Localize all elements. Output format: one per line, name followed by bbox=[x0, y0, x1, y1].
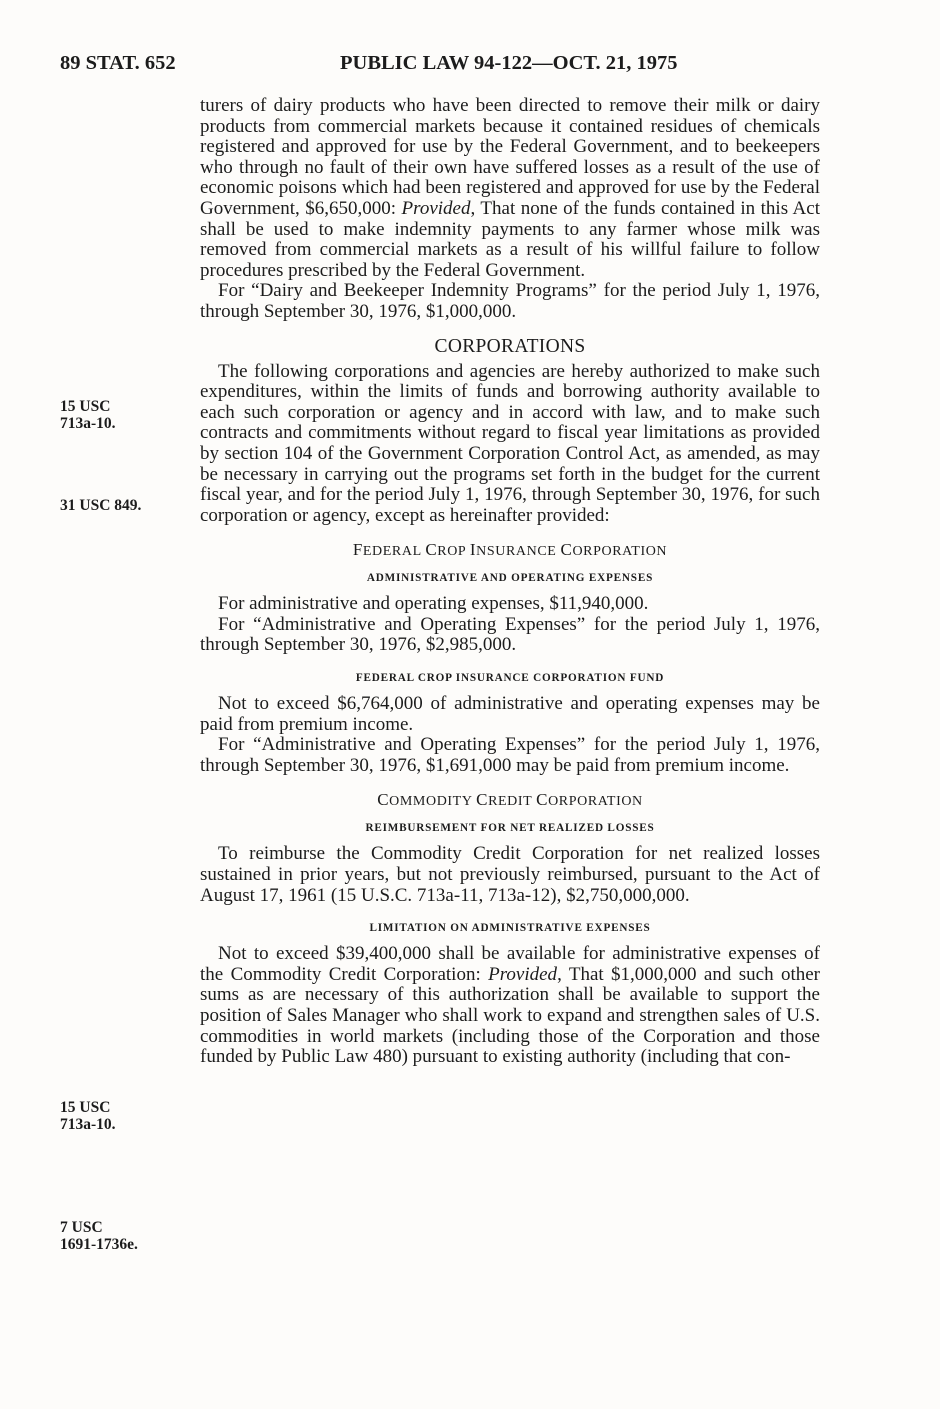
paragraph-premium-period: For “Administrative and Operating Expenses” for the period July 1, 1976, through September 30, 1976, $1,691,000 may be paid from premium income. bbox=[200, 734, 820, 776]
heading-limitation: LIMITATION ON ADMINISTRATIVE EXPENSES bbox=[369, 922, 651, 935]
paragraph-admin-expenses: For administrative and operating expenses, $11,940,000. bbox=[218, 593, 649, 615]
margin-note-15usc-2: 15 USC 713a-10. bbox=[60, 1099, 116, 1133]
paragraph-premium-income: Not to exceed $6,764,000 of administrative and operating expenses may be paid from premium income. bbox=[200, 693, 820, 735]
paragraph-indemnity: turers of dairy products who have been directed to remove their milk or dairy products from commercial markets because it contained residues of chemicals registered and approved for use by the Federal Government, and to beekeepers who through no fault of their own have suffered losses as a result of the use of economic poisons which had been registered and approved for use by the Federal Government, $6,650,000: Provided, That none of the funds contained in this Act shall be used to make indemnity payments to any farmer whose milk was removed from commercial markets as a result of his willful failure to follow procedures prescribed by the Federal Government. bbox=[200, 95, 820, 281]
margin-note-7usc: 7 USC 1691-1736e. bbox=[60, 1219, 138, 1253]
public-law-title: PUBLIC LAW 94-122—OCT. 21, 1975 bbox=[340, 52, 678, 74]
paragraph-admin-period: For “Administrative and Operating Expenses” for the period July 1, 1976, through September 30, 1976, $2,985,000. bbox=[200, 613, 820, 656]
paragraph-indemnity-period: For “Dairy and Beekeeper Indemnity Programs” for the period July 1, 1976, through September 30, 1976, $1,000,000. bbox=[200, 280, 820, 322]
paragraph-corporations: The following corporations and agencies are hereby authorized to make such expenditures, within the limits of funds and borrowing authority available to each such corporation or agency and in accord with law, and to make such contracts and commitments without regard to fiscal year limitations as provided by section 104 of the Government Corporation Control Act, as amended, as may be necessary in carrying out the programs set forth in the budget for the current fiscal year, and for the period July 1, 1976, through September 30, 1976, for such corporation or agency, except as hereinafter provided: bbox=[200, 360, 820, 526]
running-header bbox=[60, 52, 820, 78]
margin-note-15usc-1: 15 USC 713a-10. bbox=[60, 398, 116, 432]
heading-fcic: FEDERAL CROP INSURANCE CORPORATION bbox=[352, 540, 668, 560]
heading-ccc: COMMODITY CREDIT CORPORATION bbox=[377, 790, 643, 810]
heading-corporations: CORPORATIONS bbox=[434, 335, 586, 357]
heading-reimbursement: REIMBURSEMENT FOR NET REALIZED LOSSES bbox=[365, 822, 655, 835]
paragraph-reimbursement: To reimburse the Commodity Credit Corporation for net realized losses sustained in prior years, but not previously reimbursed, pursuant to the Act of August 17, 1961 (15 U.S.C. 713a-11, 713a-12), $2,750,000,000. bbox=[200, 843, 820, 906]
paragraph-limitation: Not to exceed $39,400,000 shall be available for administrative expenses of the Commodity Credit Corporation: Provided, That $1,000,000 and such other sums as are necessary of this authorization shall be available to support the position of Sales Manager who shall work to expand and strengthen sales of U.S. commodities in world markets (including those of the Corporation and those funded by Public Law 480) pursuant to existing authority (including that con- bbox=[200, 943, 820, 1068]
statute-page-number: 89 STAT. 652 bbox=[60, 52, 176, 74]
margin-note-31usc: 31 USC 849. bbox=[60, 497, 142, 514]
heading-admin-operating: ADMINISTRATIVE AND OPERATING EXPENSES bbox=[366, 572, 654, 585]
heading-fcic-fund: FEDERAL CROP INSURANCE CORPORATION FUND bbox=[355, 672, 665, 685]
document-body bbox=[200, 96, 820, 1068]
